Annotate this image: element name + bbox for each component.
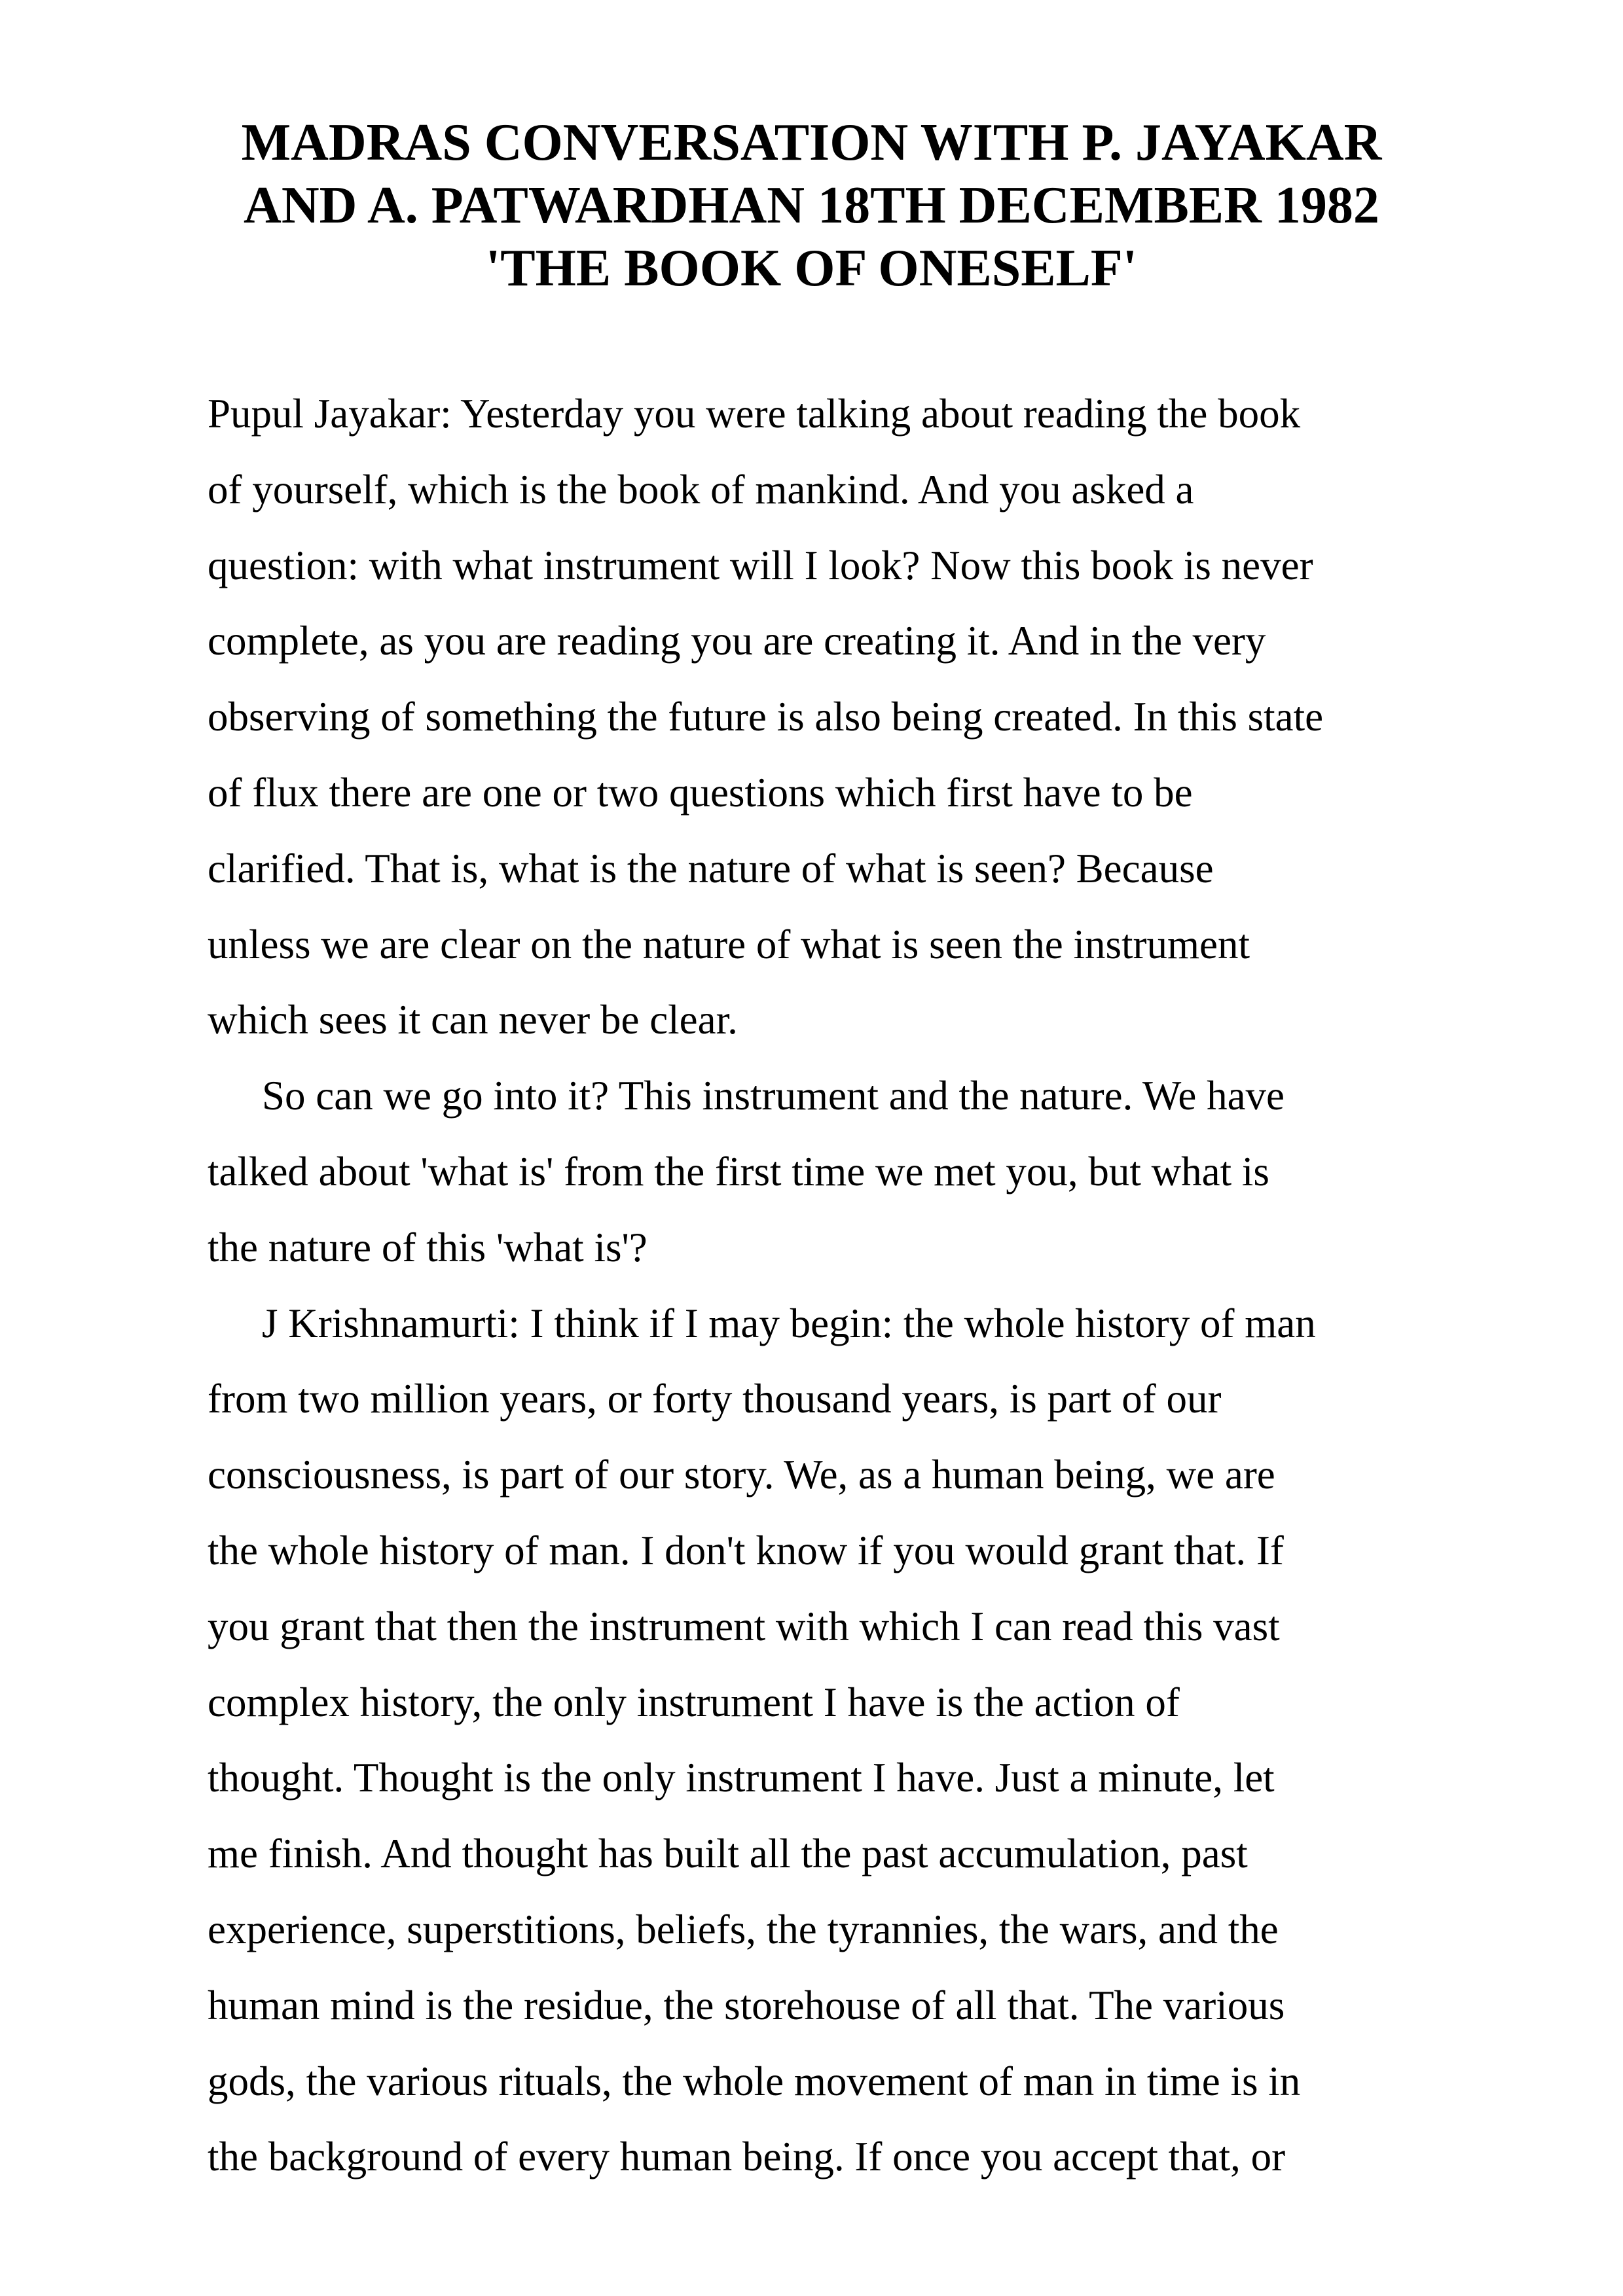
paragraph-krishnamurti-reply: [208, 1286, 1451, 2196]
text-line: thought. Thought is the only instrument I have. Just a minute, let: [208, 1755, 1275, 1801]
title-line: MADRAS CONVERSATION WITH P. JAYAKAR: [241, 114, 1382, 171]
body-text: [208, 376, 1451, 2195]
text-line: human mind is the residue, the storehouse of all that. The various: [208, 1982, 1285, 2028]
text-line: talked about 'what is' from the first time we met you, but what is: [208, 1148, 1269, 1194]
title-line: 'THE BOOK OF ONESELF': [486, 240, 1137, 297]
text-line: question: with what instrument will I look? Now this book is never: [208, 542, 1313, 588]
text-line: from two million years, or forty thousand years, is part of our: [208, 1376, 1222, 1422]
text-line: experience, superstitions, beliefs, the tyrannies, the wars, and the: [208, 1906, 1279, 1952]
text-line: the nature of this 'what is'?: [208, 1224, 647, 1270]
text-line: of yourself, which is the book of mankind. And you asked a: [208, 466, 1194, 512]
text-line: complex history, the only instrument I have is the action of: [208, 1679, 1180, 1725]
text-line: So can we go into it? This instrument and the nature. We have: [262, 1073, 1285, 1119]
text-line: me finish. And thought has built all the past accumulation, past: [208, 1831, 1248, 1877]
title-line: AND A. PATWARDHAN 18TH DECEMBER 1982: [244, 177, 1379, 234]
text-line: complete, as you are reading you are creating it. And in the very: [208, 618, 1266, 664]
text-line: of flux there are one or two questions which first have to be: [208, 769, 1193, 816]
text-line: the whole history of man. I don't know if you would grant that. If: [208, 1527, 1284, 1573]
text-line: consciousness, is part of our story. We, as a human being, we are: [208, 1452, 1275, 1498]
paragraph-jayakar-intro: [208, 376, 1451, 1058]
paragraph-jayakar-question: [208, 1058, 1451, 1285]
text-line: which sees it can never be clear.: [208, 997, 738, 1043]
text-line: unless we are clear on the nature of what is seen the instrument: [208, 921, 1250, 967]
page-title: [131, 111, 1492, 300]
text-line: J Krishnamurti: I think if I may begin: the whole history of man: [262, 1300, 1316, 1346]
text-line: the background of every human being. If once you accept that, or: [208, 2134, 1286, 2180]
text-line: observing of something the future is also being created. In this state: [208, 694, 1324, 740]
text-line: Pupul Jayakar: Yesterday you were talking about reading the book: [208, 391, 1301, 437]
text-line: you grant that then the instrument with which I can read this vast: [208, 1603, 1280, 1649]
text-line: gods, the various rituals, the whole movement of man in time is in: [208, 2058, 1301, 2104]
text-line: clarified. That is, what is the nature of what is seen? Because: [208, 845, 1214, 891]
